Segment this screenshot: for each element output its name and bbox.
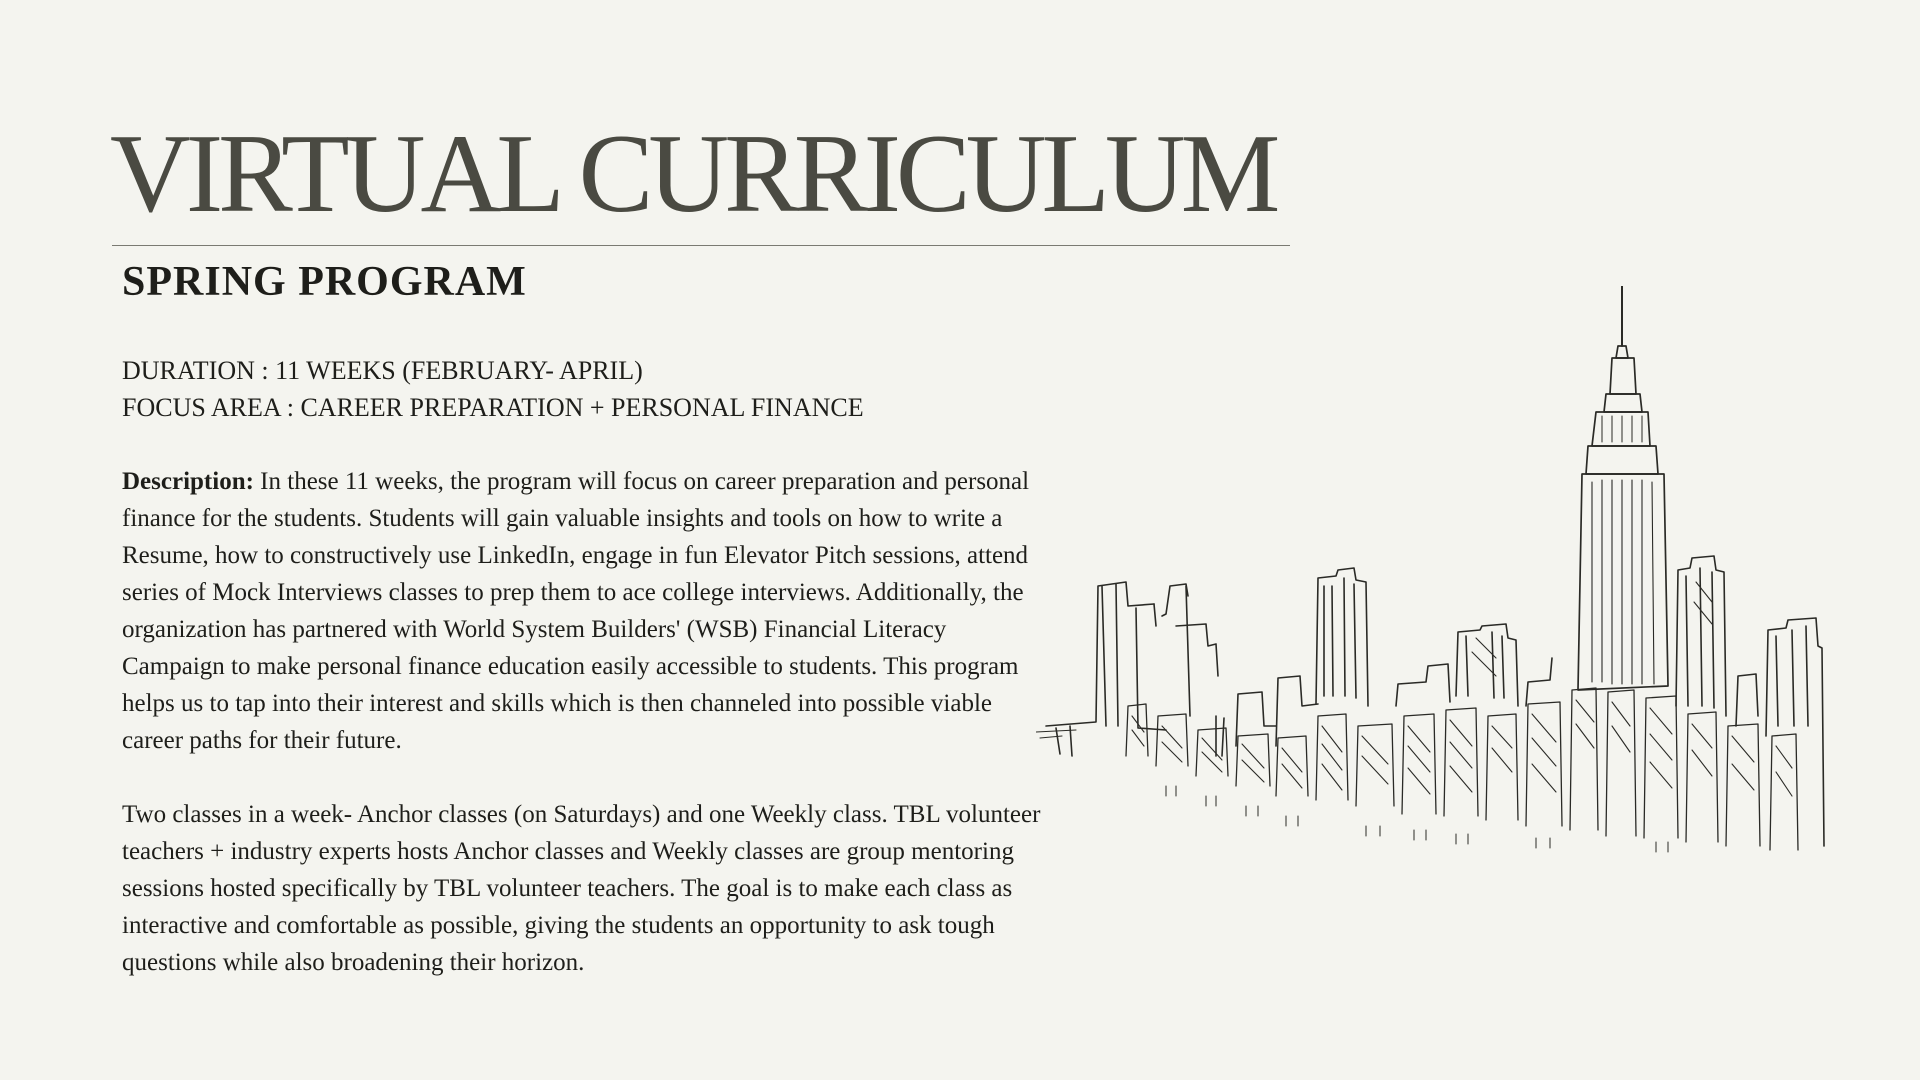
program-subtitle: SPRING PROGRAM [122,259,527,305]
duration-line: DURATION : 11 WEEKS (FEBRUARY- APRIL) [122,356,643,385]
page-title: VIRTUAL CURRICULUM [110,112,1276,236]
city-skyline-sketch-icon [1036,286,1826,856]
title-divider [112,245,1290,246]
description-label: Description: [122,468,254,495]
description-paragraph [122,463,1048,759]
focus-area-line: FOCUS AREA : CAREER PREPARATION + PERSONAL FINANCE [122,393,864,422]
program-meta [122,352,864,426]
classes-paragraph: Two classes in a week- Anchor classes (on Saturdays) and one Weekly class. TBL volunteer teachers + industry experts hosts Anchor classes and Weekly classes are group mentoring sessions hosted specifically by TBL volunteer teachers. The goal is to make each class as interactive and comfortable as possible, giving the students an opportunity to ask tough questions while also broadening their horizon. [122,801,1041,976]
description-text: In these 11 weeks, the program will focus on career preparation and personal finance for the students. Students will gain valuable insights and tools on how to write a Resume, how to constructively use LinkedIn, engage in fun Elevator Pitch sessions, attend series of Mock Interviews classes to prep them to ace college interviews. Additionally, the organization has partnered with World System Builders' (WSB) Financial Literacy Campaign to make personal finance education easily accessible to students. This program helps us to tap into their interest and skills which is then channeled into possible viable career paths for their future. [122,468,1030,754]
